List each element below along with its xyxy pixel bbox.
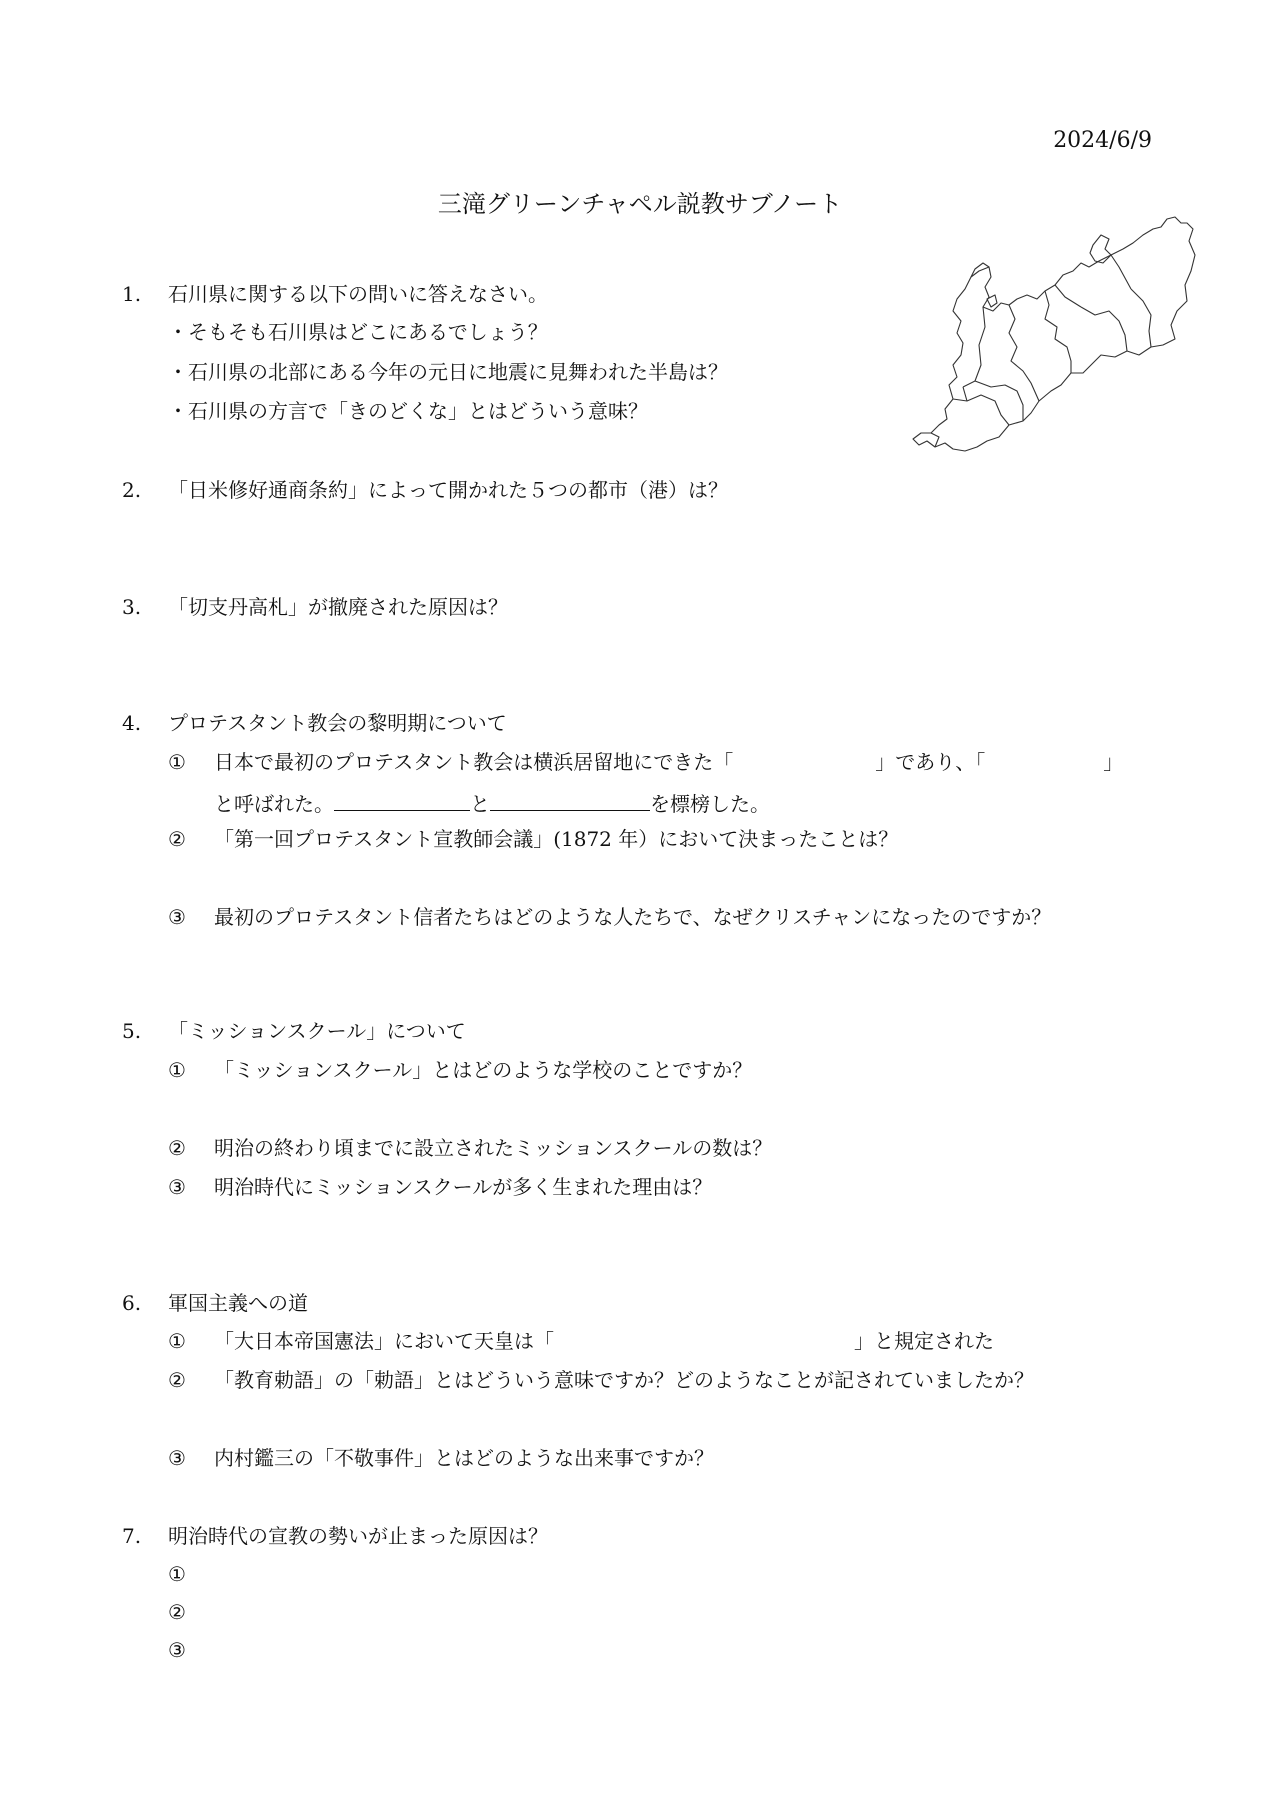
document-title: 三滝グリーンチャペル説教サブノート (437, 190, 843, 218)
question-4-2-text: 「第一回プロテスタント宣教師会議」(1872 年）において決まったことは？ (214, 827, 899, 851)
sub-item-mark: ③ (168, 905, 186, 929)
question-5-number: 5. (122, 1019, 142, 1043)
question-4-number: 4. (122, 711, 142, 735)
question-1-text: 石川県に関する以下の問いに答えなさい。 (168, 282, 548, 306)
question-6-1-line (214, 1331, 994, 1351)
question-2-text: 「日米修好通商条約」によって開かれた５つの都市（港）は？ (168, 478, 728, 502)
question-5-3-text: 明治時代にミッションスクールが多く生まれた理由は？ (214, 1175, 713, 1199)
question-6-3-text: 内村鑑三の「不敬事件」とはどのような出来事ですか？ (214, 1446, 714, 1470)
question-6-number: 6. (122, 1291, 142, 1315)
sub-item-mark: ① (168, 1562, 186, 1586)
sub-item-mark: ① (168, 1329, 186, 1353)
question-7-text: 明治時代の宣教の勢いが止まった原因は？ (168, 1524, 548, 1548)
question-4-text: プロテスタント教会の黎明期について (168, 711, 507, 735)
question-7-number: 7. (122, 1524, 142, 1548)
sub-item-mark: ① (168, 1058, 186, 1082)
question-1-bullet: ・石川県の方言で「きのどくな」とはどういう意味？ (168, 399, 648, 423)
sub-item-mark: ① (168, 750, 186, 774)
question-5-1-text: 「ミッションスクール」とはどのような学校のことですか？ (214, 1058, 753, 1082)
sub-item-mark: ② (168, 1368, 186, 1392)
question-4-1-text-d: と呼ばれた。 (214, 792, 334, 816)
question-1-bullet: ・石川県の北部にある今年の元日に地震に見舞われた半島は？ (168, 360, 728, 384)
question-4-1-line1 (214, 752, 1123, 772)
question-1-bullet: ・そもそも石川県はどこにあるでしょう？ (168, 320, 548, 344)
question-4-1-line2 (214, 790, 770, 814)
document-date: 2024/6/9 (1053, 128, 1152, 153)
answer-blank[interactable] (490, 790, 650, 811)
question-6-1-text-a: 「大日本帝国憲法」において天皇は「 (214, 1329, 554, 1353)
question-1-number: 1. (122, 282, 142, 306)
sub-item-mark: ③ (168, 1446, 186, 1470)
question-4-1-text-c: 」 (1103, 750, 1124, 774)
question-4-1-text-b: 」であり、「 (875, 750, 986, 774)
question-5-2-text: 明治の終わり頃までに設立されたミッションスクールの数は？ (214, 1136, 773, 1160)
sub-item-mark: ② (168, 1600, 186, 1624)
question-5-text: 「ミッションスクール」について (168, 1019, 466, 1043)
sub-item-mark: ② (168, 827, 186, 851)
sub-item-mark: ③ (168, 1175, 186, 1199)
sub-item-mark: ③ (168, 1638, 186, 1662)
sub-item-mark: ② (168, 1136, 186, 1160)
question-3-number: 3. (122, 595, 142, 619)
question-4-1-text-e: と (470, 792, 490, 816)
question-4-3-text: 最初のプロテスタント信者たちはどのような人たちで、なぜクリスチャンになったのですか？ (214, 905, 1052, 929)
question-3-text: 「切支丹高札」が撤廃された原因は？ (168, 595, 508, 619)
question-4-1-text-f: を標榜した。 (650, 792, 770, 816)
question-6-2-text: 「教育勅語」の「勅語」とはどういう意味ですか？どのようなことが記されていましたか？ (214, 1368, 1034, 1392)
question-2-number: 2. (122, 478, 142, 502)
question-6-1-text-b: 」と規定された (854, 1329, 994, 1353)
question-6-text: 軍国主義への道 (168, 1291, 308, 1315)
question-4-1-text-a: 日本で最初のプロテスタント教会は横浜居留地にできた「 (214, 750, 734, 774)
answer-blank[interactable] (334, 790, 470, 811)
japan-map-icon (905, 215, 1205, 495)
